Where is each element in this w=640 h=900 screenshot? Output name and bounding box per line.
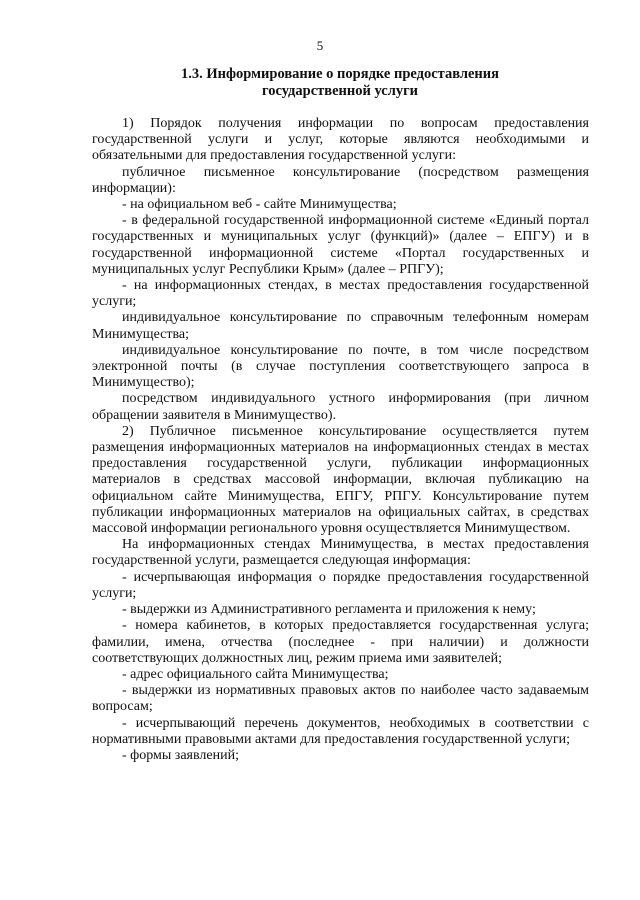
paragraph: публичное письменное консультирование (посредством размещения информации): xyxy=(92,164,589,196)
list-item: - номера кабинетов, в которых предоставляется государственная услуга; фамилии, имена, отчества (последнее - при наличии) и должности соответствующих должностных лиц, режим приема ими заявителей; xyxy=(92,618,589,666)
section-title xyxy=(90,66,590,100)
list-item: - формы заявлений; xyxy=(122,747,239,763)
document-body xyxy=(92,116,589,764)
list-item: - адрес официального сайта Минимущества; xyxy=(122,666,389,682)
paragraph: На информационных стендах Минимущества, в местах предоставления государственной услуги, размещается следующая информация: xyxy=(92,537,589,569)
paragraph: индивидуальное консультирование по справочным телефонным номерам Минимущества; xyxy=(92,310,589,342)
paragraph: 2) Публичное письменное консультирование осуществляется путем размещения информационных материалов на информационных стендах в местах предоставления государственной услуги, публикации информационных материалов в средствах массовой информации, включая публикацию на официальном сайте Минимущества, ЕПГУ, РПГУ. Консультирование путем публикации информационных материалов на официальных сайтах, в средствах массовой информации регионального уровня осуществляется Минимуществом. xyxy=(92,423,589,537)
page-number: 5 xyxy=(316,38,324,53)
list-item: - выдержки из нормативных правовых актов по наиболее часто задаваемым вопросам; xyxy=(92,683,589,715)
section-title-line-1: 1.3. Информирование о порядке предоставления xyxy=(181,66,499,82)
section-title-line-2: государственной услуги xyxy=(261,83,419,99)
list-item: - выдержки из Административного регламента и приложения к нему; xyxy=(122,602,536,618)
paragraph: посредством индивидуального устного информирования (при личном обращении заявителя в Минимущество). xyxy=(92,391,589,423)
paragraph: 1) Порядок получения информации по вопросам предоставления государственной услуги и услуг, которые являются необходимыми и обязательными для предоставления государственной услуги: xyxy=(92,116,589,164)
list-item: - исчерпывающая информация о порядке предоставления государственной услуги; xyxy=(92,569,589,601)
list-item: - на информационных стендах, в местах предоставления государственной услуги; xyxy=(92,278,589,310)
paragraph: индивидуальное консультирование по почте, в том числе посредством электронной почты (в случае поступления соответствующего запроса в Минимущество); xyxy=(92,342,589,391)
list-item: - в федеральной государственной информационной системе «Единый портал государственных и муниципальных услуг (функций)» (далее – ЕПГУ) и в государственной информационной системе «Портал государственных и муниципальных услуг Республики Крым» (далее – РПГУ); xyxy=(92,213,589,277)
list-item: - на официальном веб - сайте Минимущества; xyxy=(122,197,397,213)
list-item: - исчерпывающий перечень документов, необходимых в соответствии с нормативными правовыми актами для предоставления государственной услуги; xyxy=(92,715,589,747)
